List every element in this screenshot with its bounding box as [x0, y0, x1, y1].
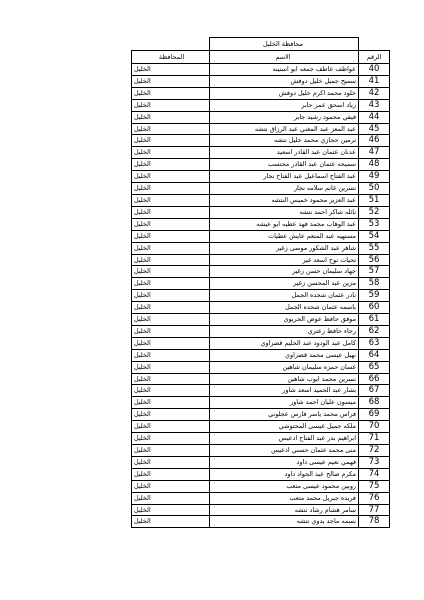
table-row: [132, 123, 390, 135]
cell-number: 46: [359, 135, 390, 147]
cell-governorate: الخليل: [132, 445, 210, 457]
table-row: [132, 492, 390, 504]
cell-name: زياد اسحق عمر جابر: [210, 99, 359, 111]
cell-number: 58: [359, 278, 390, 290]
table-row: [132, 385, 390, 397]
cell-number: 66: [359, 373, 390, 385]
cell-governorate: الخليل: [132, 314, 210, 326]
table-row: [132, 206, 390, 218]
table-row: [132, 445, 390, 457]
cell-number: 44: [359, 111, 390, 123]
cell-number: 48: [359, 159, 390, 171]
cell-name: سامر هشام رشاد نتشه: [210, 504, 359, 516]
cell-number: 77: [359, 504, 390, 516]
cell-name: عواطف عاطف جمعه ابو اسنينه: [210, 64, 359, 76]
cell-governorate: الخليل: [132, 218, 210, 230]
table-row: [132, 421, 390, 433]
table-row: [132, 480, 390, 492]
cell-number: 55: [359, 242, 390, 254]
cell-governorate: الخليل: [132, 64, 210, 76]
table-row: [132, 64, 390, 76]
cell-number: 70: [359, 421, 390, 433]
cell-governorate: الخليل: [132, 361, 210, 373]
table-row: [132, 516, 390, 528]
cell-governorate: الخليل: [132, 349, 210, 361]
table-row: [132, 147, 390, 159]
cell-governorate: الخليل: [132, 183, 210, 195]
table-row: [132, 468, 390, 480]
cell-number: 67: [359, 385, 390, 397]
cell-governorate: الخليل: [132, 456, 210, 468]
cell-number: 78: [359, 516, 390, 528]
header-name: الاسم: [210, 51, 359, 64]
cell-number: 43: [359, 99, 390, 111]
cell-governorate: الخليل: [132, 492, 210, 504]
cell-number: 62: [359, 325, 390, 337]
table-row: [132, 99, 390, 111]
cell-name: روبين محمود عيسى متعب: [210, 480, 359, 492]
cell-number: 50: [359, 183, 390, 195]
header-governorate: المحافظة: [132, 51, 210, 64]
table-row: [132, 183, 390, 195]
table-row: [132, 159, 390, 171]
cell-number: 65: [359, 361, 390, 373]
table-row: [132, 87, 390, 99]
table-row: [132, 254, 390, 266]
cell-number: 71: [359, 433, 390, 445]
table-title-row: [132, 38, 390, 51]
cell-governorate: الخليل: [132, 159, 210, 171]
table-row: [132, 314, 390, 326]
cell-name: باسمه عثمان شحده الجمل: [210, 302, 359, 314]
cell-name: فراس محمد ياسر فارس عجلوني: [210, 409, 359, 421]
cell-number: 75: [359, 480, 390, 492]
cell-governorate: الخليل: [132, 206, 210, 218]
cell-name: عبد المعز عبد المغني عبد الرزاق نتشه: [210, 123, 359, 135]
table-row: [132, 171, 390, 183]
cell-number: 73: [359, 456, 390, 468]
title-spacer: [132, 38, 210, 51]
cell-governorate: الخليل: [132, 325, 210, 337]
table-row: [132, 242, 390, 254]
cell-governorate: الخليل: [132, 75, 210, 87]
cell-number: 47: [359, 147, 390, 159]
table-row: [132, 75, 390, 87]
cell-name: موفق حافظ عوض الجريوي: [210, 314, 359, 326]
cell-name: بسمه ماجد بدوي نتشه: [210, 516, 359, 528]
cell-number: 42: [359, 87, 390, 99]
cell-governorate: الخليل: [132, 480, 210, 492]
table-row: [132, 278, 390, 290]
cell-governorate: الخليل: [132, 242, 210, 254]
header-number: الرقم: [359, 51, 390, 64]
cell-number: 53: [359, 218, 390, 230]
cell-name: بشار عبد الحميد اسعد شاور: [210, 385, 359, 397]
cell-governorate: الخليل: [132, 254, 210, 266]
cell-number: 57: [359, 266, 390, 278]
cell-name: عبد العزيز محمود خميس النتشه: [210, 194, 359, 206]
cell-name: عبد الوهاب محمد فهد عطيه ابو عيشه: [210, 218, 359, 230]
cell-name: مستهيه عبد المنعم عايش عطيات: [210, 230, 359, 242]
cell-governorate: الخليل: [132, 230, 210, 242]
cell-governorate: الخليل: [132, 290, 210, 302]
cell-name: نسرين غانم سلامه نجار: [210, 183, 359, 195]
table-title: محافظة الخليل: [210, 38, 359, 51]
cell-governorate: الخليل: [132, 99, 210, 111]
cell-number: 54: [359, 230, 390, 242]
cell-name: غسان حمزه سليمان شاهين: [210, 361, 359, 373]
cell-number: 41: [359, 75, 390, 87]
cell-number: 76: [359, 492, 390, 504]
cell-name: عبد الفتاح اسماعيل عبد الفتاح نجار: [210, 171, 359, 183]
table-row: [132, 325, 390, 337]
cell-governorate: الخليل: [132, 468, 210, 480]
table-row: [132, 373, 390, 385]
cell-governorate: الخليل: [132, 385, 210, 397]
cell-number: 49: [359, 171, 390, 183]
table-row: [132, 349, 390, 361]
cell-number: 52: [359, 206, 390, 218]
cell-name: شاهر عبد الشكور موسى زغير: [210, 242, 359, 254]
cell-name: سميح جميل خليل دوفش: [210, 75, 359, 87]
cell-governorate: الخليل: [132, 421, 210, 433]
cell-name: نهيل عيسى محمد قصراوي: [210, 349, 359, 361]
table-row: [132, 409, 390, 421]
table-row: [132, 504, 390, 516]
table-row: [132, 397, 390, 409]
cell-number: 60: [359, 302, 390, 314]
cell-name: فهمي نعيم عيسى داود: [210, 456, 359, 468]
table-row: [132, 433, 390, 445]
cell-governorate: الخليل: [132, 504, 210, 516]
cell-name: ملكه جميل عيسى المحتوشي: [210, 421, 359, 433]
cell-name: نادر عثمان شحده الجمل: [210, 290, 359, 302]
cell-name: نسرين محمد ايوب شاهين: [210, 373, 359, 385]
table-row: [132, 456, 390, 468]
cell-name: خلود محمد اكرم خليل دوفش: [210, 87, 359, 99]
cell-number: 40: [359, 64, 390, 76]
cell-name: عدنان عثمان عبد القادر اسعيد: [210, 147, 359, 159]
cell-number: 69: [359, 409, 390, 421]
table-row: [132, 302, 390, 314]
cell-governorate: الخليل: [132, 516, 210, 528]
cell-name: تحيات نوح اسعد غير: [210, 254, 359, 266]
table-row: [132, 361, 390, 373]
cell-number: 56: [359, 254, 390, 266]
cell-governorate: الخليل: [132, 194, 210, 206]
cell-name: منى محمد عثمان حسني ادعيس: [210, 445, 359, 457]
cell-name: مكرم صالح عبد الجواد داود: [210, 468, 359, 480]
cell-name: ابراهيم بدر عبد الفتاح ادعيس: [210, 433, 359, 445]
table-row: [132, 337, 390, 349]
cell-governorate: الخليل: [132, 171, 210, 183]
table-row: [132, 266, 390, 278]
cell-number: 64: [359, 349, 390, 361]
cell-governorate: الخليل: [132, 337, 210, 349]
cell-number: 51: [359, 194, 390, 206]
cell-number: 45: [359, 123, 390, 135]
cell-name: مزين عبد المحسن زغير: [210, 278, 359, 290]
cell-governorate: الخليل: [132, 266, 210, 278]
cell-number: 59: [359, 290, 390, 302]
table-header-row: [132, 51, 390, 64]
cell-number: 74: [359, 468, 390, 480]
cell-name: ميسون عليان احمد شاور: [210, 397, 359, 409]
cell-name: رجاء حافظ زعتري: [210, 325, 359, 337]
cell-governorate: الخليل: [132, 302, 210, 314]
cell-name: جهاد سليمان حسن زغير: [210, 266, 359, 278]
cell-name: نرمين حجازي محمد خليل نتشه: [210, 135, 359, 147]
table-row: [132, 230, 390, 242]
cell-governorate: الخليل: [132, 123, 210, 135]
title-spacer: [359, 38, 390, 51]
table-row: [132, 194, 390, 206]
cell-name: سميحه عثمان عبد القادر محتسب: [210, 159, 359, 171]
cell-number: 72: [359, 445, 390, 457]
names-table: [131, 37, 390, 528]
cell-governorate: الخليل: [132, 147, 210, 159]
cell-name: نائله شاكر احمد نتشه: [210, 206, 359, 218]
table-row: [132, 135, 390, 147]
cell-name: فيفي محمود رشيد جابر: [210, 111, 359, 123]
table-row: [132, 218, 390, 230]
cell-governorate: الخليل: [132, 111, 210, 123]
cell-name: فريده جبريل محمد متعب: [210, 492, 359, 504]
cell-governorate: الخليل: [132, 87, 210, 99]
cell-number: 68: [359, 397, 390, 409]
cell-governorate: الخليل: [132, 409, 210, 421]
cell-governorate: الخليل: [132, 433, 210, 445]
cell-governorate: الخليل: [132, 397, 210, 409]
cell-governorate: الخليل: [132, 278, 210, 290]
table-row: [132, 290, 390, 302]
cell-number: 61: [359, 314, 390, 326]
cell-number: 63: [359, 337, 390, 349]
cell-governorate: الخليل: [132, 135, 210, 147]
table-row: [132, 111, 390, 123]
cell-governorate: الخليل: [132, 373, 210, 385]
cell-name: كامل عبد الودود عبد الحليم قصراوي: [210, 337, 359, 349]
